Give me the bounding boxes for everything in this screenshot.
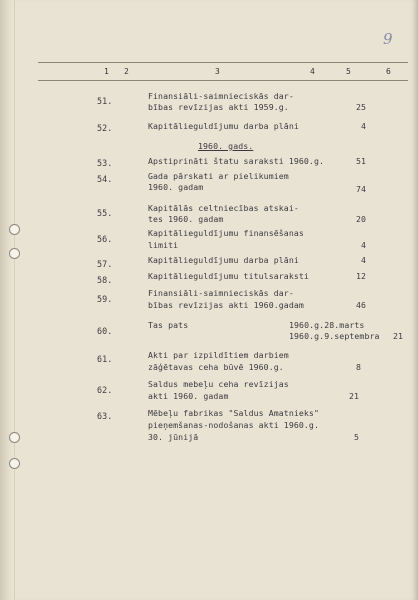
- row-title: Kapitālieguldījumu darba plāni: [148, 121, 299, 131]
- row-number: 53.: [97, 158, 113, 168]
- row-count: 21: [349, 391, 360, 401]
- row-number: 62.: [97, 385, 113, 395]
- row-number: 63.: [97, 411, 113, 421]
- header-rule-bottom: [38, 80, 408, 81]
- row-end-date: 1960.g.9.septembra: [289, 331, 380, 341]
- row-count: 46: [356, 300, 367, 310]
- row-number: 54.: [97, 174, 113, 184]
- row-title: Kapitālieguldījumu darba plāni: [148, 255, 299, 265]
- row-count: 8: [356, 362, 362, 372]
- punch-hole: [9, 432, 20, 443]
- row-title: pieņemšanas-nodošanas akti 1960.g.: [148, 420, 319, 430]
- row-number: 55.: [97, 208, 113, 218]
- row-title: bības revīzijas akti 1959.g.: [148, 102, 289, 112]
- row-count: 4: [361, 240, 367, 250]
- row-count: 5: [354, 432, 360, 442]
- row-number: 56.: [97, 234, 113, 244]
- row-title: Saldus mebeļu ceha revīzijas: [148, 379, 289, 389]
- row-title: Akti par izpildītiem darbiem: [148, 350, 289, 360]
- row-title: zāģētavas ceha būvē 1960.g.: [148, 362, 284, 372]
- row-number: 61.: [97, 354, 113, 364]
- punch-hole: [9, 458, 20, 469]
- row-start-date: 1960.g.28.marts: [289, 320, 365, 330]
- row-title: Kapitālās celtniecības atskai-: [148, 203, 299, 213]
- punch-hole: [9, 248, 20, 259]
- row-count: 12: [356, 271, 367, 281]
- row-count: 21: [393, 331, 404, 341]
- row-title: Mēbeļu fabrikas "Saldus Amatnieks": [148, 408, 319, 418]
- column-header-4: 4: [310, 67, 315, 76]
- punch-hole: [9, 224, 20, 235]
- row-count: 25: [356, 102, 367, 112]
- row-title: 30. jūnijā: [148, 432, 199, 442]
- binding-edge: [0, 0, 15, 600]
- row-title: Gada pārskati ar pielikumiem: [148, 171, 289, 181]
- column-header-5: 5: [346, 67, 351, 76]
- row-count: 4: [361, 121, 367, 131]
- row-title: 1960. gadam: [148, 182, 204, 192]
- row-count: 51: [356, 156, 367, 166]
- row-title: akti 1960. gadam: [148, 391, 229, 401]
- row-number: 60.: [97, 326, 113, 336]
- section-heading: 1960. gads.: [198, 141, 254, 151]
- row-number: 59.: [97, 294, 113, 304]
- row-title: Kapitālieguldījumu titulsaraksti: [148, 271, 309, 281]
- row-title: tes 1960. gadam: [148, 214, 224, 224]
- row-number: 57.: [97, 259, 113, 269]
- row-title: Apstiprināti štatu saraksti 1960.g.: [148, 156, 325, 166]
- row-title: limiti: [148, 240, 179, 250]
- column-header-2: 2: [124, 67, 129, 76]
- row-title: Kapitālieguldījumu finansēšanas: [148, 228, 304, 238]
- column-header-1: 1: [104, 67, 109, 76]
- row-count: 74: [356, 184, 367, 194]
- row-number: 51.: [97, 96, 113, 106]
- row-title: bības revīzijas akti 1960.gadam: [148, 300, 304, 310]
- column-header-6: 6: [386, 67, 391, 76]
- row-count: 4: [361, 255, 367, 265]
- row-count: 20: [356, 214, 367, 224]
- row-title: Tas pats: [148, 320, 189, 330]
- row-number: 58.: [97, 275, 113, 285]
- header-rule-top: [38, 62, 408, 63]
- row-title: Finansiāli-saimnieciskās dar-: [148, 288, 294, 298]
- row-number: 52.: [97, 123, 113, 133]
- row-title: Finansiāli-saimnieciskās dar-: [148, 91, 294, 101]
- page-number: 9: [383, 30, 393, 48]
- column-header-3: 3: [215, 67, 220, 76]
